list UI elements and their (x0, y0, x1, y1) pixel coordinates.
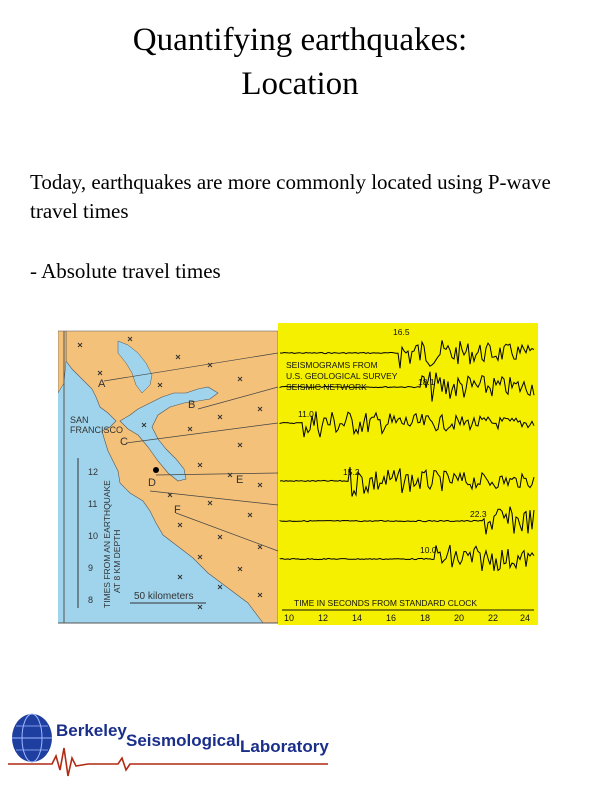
seismogram-panel (278, 323, 538, 625)
time-axis-tick: 20 (454, 613, 465, 623)
city-label-line-2: FRANCISCO (70, 425, 124, 435)
axis-caption-line-2: AT 8 KM DEPTH (112, 529, 122, 593)
title-line-2: Location (241, 66, 359, 102)
time-tick-label: 10 (88, 531, 99, 541)
station-label-c: C (120, 436, 128, 448)
station-label-f: F (174, 504, 181, 516)
logo-word-3: Laboratory (240, 737, 329, 756)
time-tick-label: 8 (88, 595, 94, 605)
time-axis-tick: 24 (520, 613, 531, 623)
body-text: Today, earthquakes are more commonly located using P-wave travel times (30, 170, 551, 223)
time-axis-tick: 10 (284, 613, 295, 623)
map-panel (58, 331, 278, 623)
time-axis-tick: 12 (318, 613, 329, 623)
arrival-time-label: 15.2 (343, 467, 360, 477)
station-label-b: B (188, 399, 196, 411)
slide-title (40, 18, 560, 106)
earthquake-location-figure (58, 323, 538, 625)
logo-word-2: Seismological (126, 731, 241, 750)
seismogram-header-line-3: SEISMIC NETWORK (286, 382, 367, 392)
time-axis-tick: 16 (386, 613, 397, 623)
station-label-e: E (236, 474, 244, 486)
arrival-time-label: 16.5 (393, 327, 410, 337)
axis-caption-line-1: TIMES FROM AN EARTHQUAKE (102, 480, 112, 608)
globe-icon (12, 714, 52, 762)
title-line-1: Quantifying earthquakes: (132, 22, 468, 58)
time-axis-title: TIME IN SECONDS FROM STANDARD CLOCK (294, 598, 478, 608)
time-axis-tick: 18 (420, 613, 431, 623)
arrival-time-label: 22.3 (470, 509, 487, 519)
time-tick-label: 11 (88, 499, 98, 509)
logo-word-1: Berkeley (56, 721, 127, 740)
scale-label: 50 kilometers (134, 591, 194, 602)
time-axis-tick: 22 (488, 613, 499, 623)
station-label-a: A (98, 378, 106, 390)
seismogram-header-line-1: SEISMOGRAMS FROM (286, 360, 378, 370)
arrival-time-label: 11.0 (298, 409, 314, 419)
arrival-time-label: 10.0 (420, 545, 437, 555)
berkeley-seismological-laboratory-logo (8, 708, 338, 778)
city-label-line-1: SAN (70, 415, 89, 425)
time-tick-label: 12 (88, 467, 99, 477)
bullet-text: - Absolute travel times (30, 259, 221, 283)
arrival-time-label: 18.1 (418, 377, 435, 387)
epicenter-marker (153, 467, 159, 473)
time-axis-tick: 14 (352, 613, 363, 623)
seismogram-header-line-2: U.S. GEOLOGICAL SURVEY (286, 371, 398, 381)
station-label-d: D (148, 477, 156, 489)
time-tick-label: 9 (88, 563, 94, 573)
